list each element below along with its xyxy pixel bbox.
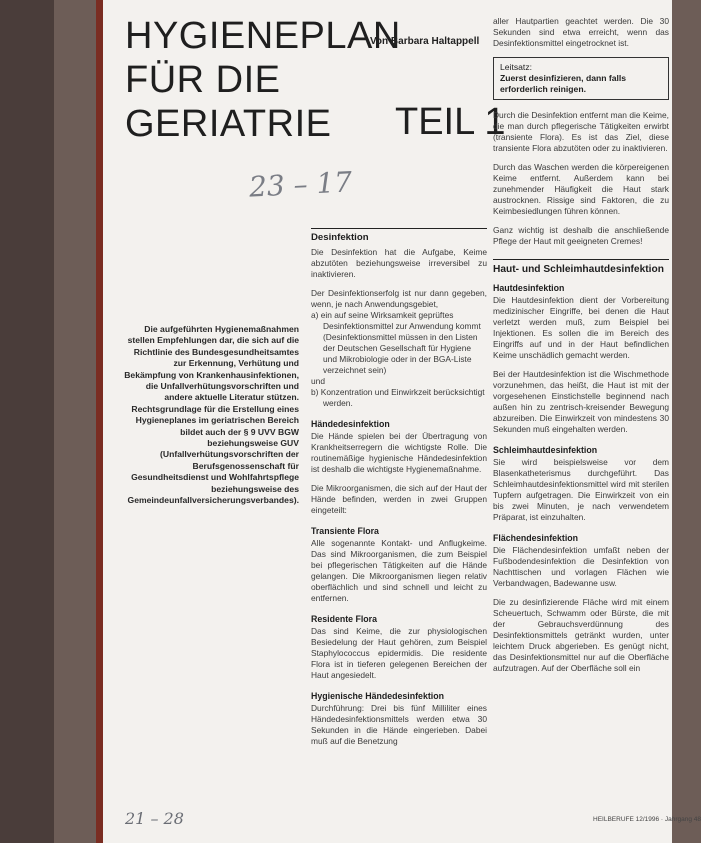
paragraph: Bei der Hautdesinfektion ist die Wischmethode vorzunehmen, das heißt, die Haut ist mit der vorgesehenen Einstichstelle beginnend nach außen hin zu zentrisch-kreisender Bewegung abzureiben. Die Einwirkzeit von mindestens 30 Sekunden muß eingehalten werden.: [493, 368, 669, 434]
heading-hautdesinfektion: Hautdesinfektion: [493, 282, 565, 293]
paragraph: aller Hautpartien geachtet werden. Die 30 Sekunden sind etwa erreicht, wenn das Desinfektionsmittel eingetrocknet ist.: [493, 16, 669, 48]
column-middle: [311, 228, 487, 755]
heading-transiente-flora: Transiente Flora: [311, 526, 379, 536]
author-byline: Von Barbara Haltappell: [370, 36, 480, 47]
document-page: [103, 0, 701, 843]
heading-flaechendesinfektion: Flächendesinfektion: [493, 532, 579, 543]
handwritten-note-top: 23 – 17: [248, 165, 353, 204]
paragraph: Die Flächendesinfektion umfaßt neben der Fußbodendesinfektion die Desinfektion von Nachttischen und vorlagen Flächen wie Verbandwagen, Badewanne usw.: [493, 544, 669, 588]
guideline-text: Zuerst desinfizieren, dann falls erforderlich reinigen.: [500, 73, 627, 94]
paragraph: Die zu desinfizierende Fläche wird mit einem Scheuertuch, Schwamm oder Bürste, die mit der Gebrauchsverdünnung des Desinfektionsmittels getränkt wurden, unter leichtem Druck abgerieben. Es genügt nicht, das Desinfektionsmittel nur auf die Oberfläche aufzutragen. Auf der Oberfläche soll ein: [493, 596, 669, 673]
heading-residente-flora: Residente Flora: [311, 614, 377, 624]
handwritten-note-bottom: 21 – 28: [125, 809, 184, 828]
title-line-2: FÜR DIE: [125, 59, 281, 101]
heading-hygienische-haendedesinfektion: Hygienische Händedesinfektion: [311, 691, 444, 701]
guideline-box: [493, 57, 669, 100]
page-title: [125, 14, 401, 146]
paragraph: Durch das Waschen werden die körpereigenen Keime entfernt. Außerdem kann bei zunehmender Häufigkeit die Haut stark austrocknen. Rissige sind Faktoren, die zu Keimbesiedlungen führen können.: [493, 162, 669, 216]
list-item: und: [311, 376, 325, 386]
paragraph: Durchführung: Drei bis fünf Milliliter eines Händedesinfektionsmittels werden etwa 30 Sekunden in die Hände eingerieben. Dabei muß auf die Benetzung: [311, 703, 487, 746]
intro-text: Die aufgeführten Hygienemaßnahmen stellen Empfehlungen dar, die sich auf die Richtlinie des Bundesgesundheitsamtes zur Erkennung, Verhütung und Bekämpfung von Krankenhausinfektionen, die Unfallverhütungsvorschriften und andere aktuelle Literatur stützen. Rechtsgrundlage für die Erstellung eines Hygieneplanes im geriatrischen Bereich bildet auch der § 9 UVV BGW beziehungsweise GUV (Unfallverhütungsvorschriften der Berufsgenossenschaft für Gesundheitsdienst und Wohlfahrtspflege beziehungsweise des Gemeindeunfallversicherungsverbandes).: [124, 324, 299, 506]
paragraph: Die Mikroorganismen, die sich auf der Haut der Hände befinden, werden in zwei Gruppen eingeteilt:: [311, 483, 487, 515]
list-item: b) Konzentration und Einwirkzeit berücksichtigt werden.: [311, 387, 485, 408]
heading-haut-schleimhaut: Haut- und Schleimhautdesinfektion: [493, 259, 669, 277]
guideline-label: Leitsatz:: [500, 62, 533, 72]
part-label: TEIL 1: [395, 101, 506, 143]
paragraph: Sie wird beispielsweise vor dem Blasenkatheterismus durchgeführt. Das Schleimhautdesinfektionsmittel wird mit sterilen Tupfern aufgetragen. Die Einwirkzeit von ein bis zwei Minuten, je nach verwendetem Präparat, ist einzuhalten.: [493, 456, 669, 522]
paragraph: Der Desinfektionserfolg ist nur dann gegeben, wenn, je nach Anwendungsgebiet,: [311, 288, 487, 309]
paragraph: Das sind Keime, die zur physiologischen Besiedelung der Haut gehören, zum Beispiel Staphylococcus epidermidis. Die residente Flora ist in tieferen gelegenen Bereichen der Haut angesiedelt.: [311, 626, 487, 680]
title-line-3: GERIATRIE: [125, 103, 332, 145]
heading-haendedesinfektion: Händedesinfektion: [311, 419, 390, 429]
column-right: [493, 16, 669, 682]
requirement-list: [311, 310, 487, 409]
list-item: a) ein auf seine Wirksamkeit geprüftes Desinfektionsmittel zur Anwendung kommt (Desinfektionsmittel müssen in den Listen der Deutschen Gesellschaft für Hygiene und Mikrobiologie oder in der BGA-Liste verzeichnet sein): [311, 310, 481, 375]
paragraph: Alle sogenannte Kontakt- und Anflugkeime. Das sind Mikroorganismen, die zum Beispiel bei pflegerischen Tätigkeiten auf die Hände gelangen. Die Mikroorganismen liegen relativ oberflächlich und sind schnell und leicht zu entfernen.: [311, 538, 487, 603]
page-footer: HEILBERUFE 12/1996 · Jahrgang 48: [593, 816, 701, 823]
paragraph: Die Hände spielen bei der Übertragung von Krankheitserregern die wichtigste Rolle. Die routinemäßige hygienische Händedesinfektion ist deshalb die wichtigste Hygienemaßnahme.: [311, 431, 487, 474]
heading-desinfektion: Desinfektion: [311, 228, 487, 244]
title-line-1: HYGIENEPLAN: [125, 15, 401, 57]
paragraph: Durch die Desinfektion entfernt man die Keime, die man durch pflegerische Tätigkeiten erwirbt (transiente Flora). Es ist das Ziel, diese transiente Flora abzutöten oder zu inaktivieren.: [493, 110, 669, 153]
paragraph: Die Desinfektion hat die Aufgabe, Keime abzutöten beziehungsweise irreversibel zu inaktivieren.: [311, 247, 487, 279]
paragraph: Ganz wichtig ist deshalb die anschließende Pflege der Haut mit geeigneten Cremes!: [493, 225, 669, 246]
book-spine: [0, 0, 54, 843]
heading-schleimhautdesinfektion: Schleimhautdesinfektion: [493, 444, 598, 455]
paragraph: Die Hautdesinfektion dient der Vorbereitung medizinischer Eingriffe, bei denen die Haut verletzt werden muß, zum Beispiel bei Injektionen. Es sollen die im Bereich des Eingriffs auf und in der Haut befindlichen Keime unschädlich gemacht werden.: [493, 294, 669, 360]
